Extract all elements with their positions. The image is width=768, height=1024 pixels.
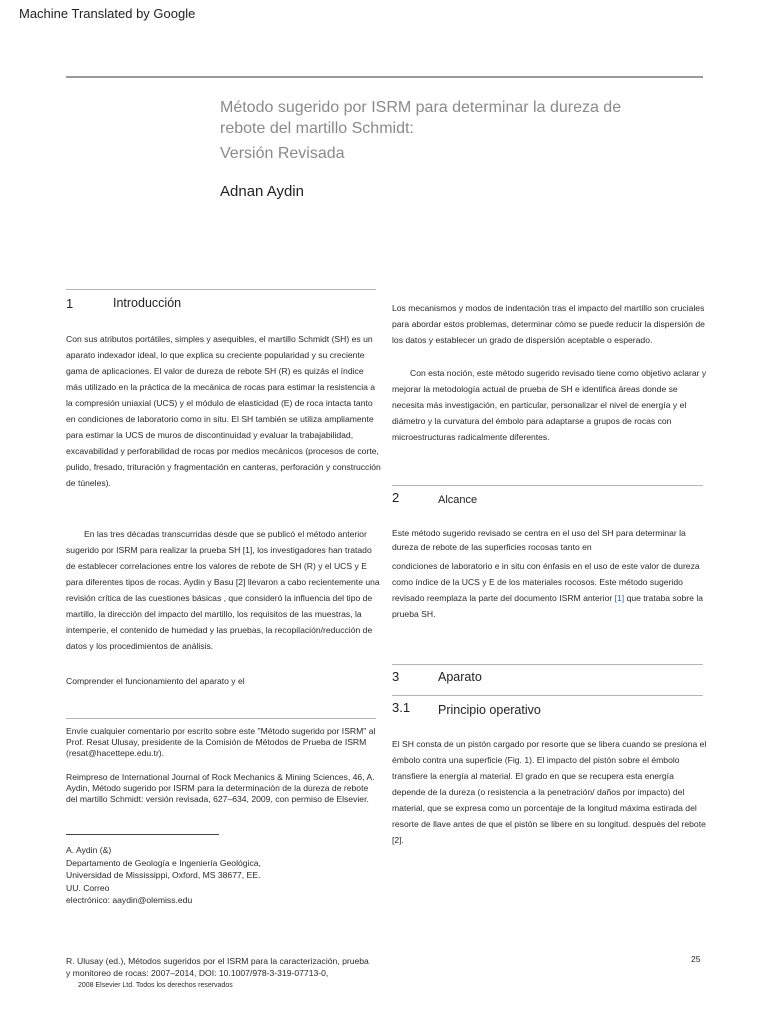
paper-title bbox=[220, 97, 660, 164]
footer-citation bbox=[66, 955, 426, 979]
section-3-title: Aparato bbox=[438, 670, 482, 684]
section-1-number: 1 bbox=[66, 296, 74, 311]
page-number: 25 bbox=[691, 954, 701, 964]
subsection-3-1-divider bbox=[392, 695, 703, 696]
address-email: electrónico: aaydin@olemiss.edu bbox=[66, 895, 193, 905]
section-2-paragraph-a: Este método sugerido revisado se centra en el uso del SH para determinar la dureza de rebote de las superficies rocosas tanto en bbox=[392, 528, 686, 552]
address-country: UU. Correo bbox=[66, 882, 110, 893]
address-divider bbox=[66, 834, 219, 835]
right-intro-paragraph-2: Con esta noción, este método sugerido revisado tiene como objetivo aclarar y mejorar la metodología actual de prueba de SH e identifica áreas donde se necesita más investigación, en particular, personalizar el nivel de energía y el diámetro y la curvatura del émbolo para adaptarse a grupos de rocas con microestructuras radicalmente diferentes. bbox=[392, 368, 707, 442]
address-univ: Universidad de Mississippi, Oxford, MS 38677, EE. bbox=[66, 870, 261, 880]
reference-link-1[interactable]: [1] bbox=[614, 593, 625, 603]
top-divider bbox=[66, 76, 703, 78]
comment-note bbox=[66, 726, 382, 759]
comment-text: Envíe cualquier comentario por escrito sobre este "Método sugerido por ISRM" al Prof. Resat Ulusay, presidente de la Comisión de Métodos de Prueba de ISRM (resat@hacettepe.edu.tr). bbox=[66, 726, 376, 758]
subsection-3-1-title: Principio operativo bbox=[438, 703, 541, 717]
author-address bbox=[66, 844, 382, 907]
reprint-note bbox=[66, 772, 382, 805]
footer-copyright: 2008 Elsevier Ltd. Todos los derechos reservados bbox=[78, 982, 233, 989]
right-intro-paragraph-1: Los mecanismos y modos de indentación tras el impacto del martillo son cruciales para abordar estos problemas, determinar cómo se puede reducir la dispersión de los datos y establecer un grado de dispersión aceptable o esperado. bbox=[392, 303, 705, 345]
section-3-paragraph-1: El SH consta de un pistón cargado por resorte que se libera cuando se presiona el émbolo contra una superficie (Fig. 1). El impacto del pistón sobre el émbolo transfiere la energía al material. El grado en que se recupera esta energía depende de la dureza (o resistencia a la penetración/ daños por impacto) del material, que se expresa como un porcentaje de la longitud máxima estirada del resorte de llave antes de que el pistón se libere en su longitud. después del rebote [2]. bbox=[392, 739, 707, 845]
title-sub: Versión Revisada bbox=[220, 145, 345, 162]
section-3-number: 3 bbox=[392, 669, 400, 684]
section-2-text-c: que trataba sobre la prueba SH. bbox=[392, 593, 704, 619]
section-1-divider bbox=[66, 289, 376, 290]
section-2-number: 2 bbox=[392, 490, 400, 505]
title-main: Método sugerido por ISRM para determinar la dureza de rebote del martillo Schmidt: bbox=[220, 99, 622, 137]
section-1-title: Introducción bbox=[113, 296, 182, 310]
section-1-paragraph-2: En las tres décadas transcurridas desde que se publicó el método anterior sugerido por ISRM para realizar la prueba SH [1], los investigadores han tratado de establecer correlaciones entre los valores de rebote de SH (R) y el UCS y E para diferentes tipos de rocas. Aydin y Basu [2] llevaron a cabo recientemente una revisión crítica de las cuestiones básicas , que consideró la influencia del tipo de martillo, la dirección del impacto del martillo, los requisitos de las muestras, la intemperie, el contenido de humedad y las pruebas, la recopilación/reducción de datos y los procedimientos de análisis. bbox=[66, 529, 380, 651]
section-2-paragraph-b bbox=[392, 558, 708, 622]
section-2-title: Alcance bbox=[438, 494, 478, 506]
subsection-3-1-number: 3.1 bbox=[392, 700, 411, 715]
address-name: A. Aydin (&) bbox=[66, 845, 112, 855]
section-1-paragraph-3: Comprender el funcionamiento del aparato y el bbox=[66, 676, 245, 686]
address-dept: Departamento de Geología e Ingeniería Geológica, bbox=[66, 857, 261, 868]
translation-banner: Machine Translated by Google bbox=[19, 6, 196, 21]
footer-line-2: y monitoreo de rocas: 2007–2014, DOI: 10.1007/978-3-319-07713-0, bbox=[66, 968, 329, 978]
footer-line-1: R. Ulusay (ed.), Métodos sugeridos por el ISRM para la caracterización, prueba bbox=[66, 956, 369, 966]
section-1-paragraph-1: Con sus atributos portátiles, simples y asequibles, el martillo Schmidt (SH) es un aparato indexador ideal, lo que explica su creciente popularidad y su creciente gama de aplicaciones. El valor de dureza de rebote SH (R) es quizás el índice más utilizado en la práctica de la mecánica de rocas para estimar la resistencia a la compresión uniaxial (UCS) y el módulo de elasticidad (E) de roca intacta tanto en condiciones de laboratorio como in situ. El SH también se utiliza ampliamente para estimar la UCS de muros de discontinuidad y evaluar la trabajabilidad, excavabilidad y perforabilidad de rocas por medios mecánicos (procesos de corte, pulido, fresado, trituración y fragmentación en canteras, perforación y construcción de túneles). bbox=[66, 334, 381, 488]
notes-divider bbox=[66, 718, 376, 719]
section-2-divider bbox=[392, 485, 703, 486]
section-3-divider bbox=[392, 664, 703, 665]
reprint-text: Reimpreso de International Journal of Rock Mechanics & Mining Sciences, 46, A. Aydin, Método sugerido por ISRM para la determinación de la dureza de rebote del martillo Schmidt: versión revisada, 627–634, 2009, con permiso de Elsevier. bbox=[66, 772, 375, 804]
author-name: Adnan Aydin bbox=[220, 183, 304, 200]
section-2-text-b: condiciones de laboratorio e in situ con énfasis en el uso de este valor de dureza como índice de la UCS y E de los materiales rocosos. Este método sugerido revisado reemplaza la parte del documento ISRM anterior bbox=[392, 561, 700, 603]
